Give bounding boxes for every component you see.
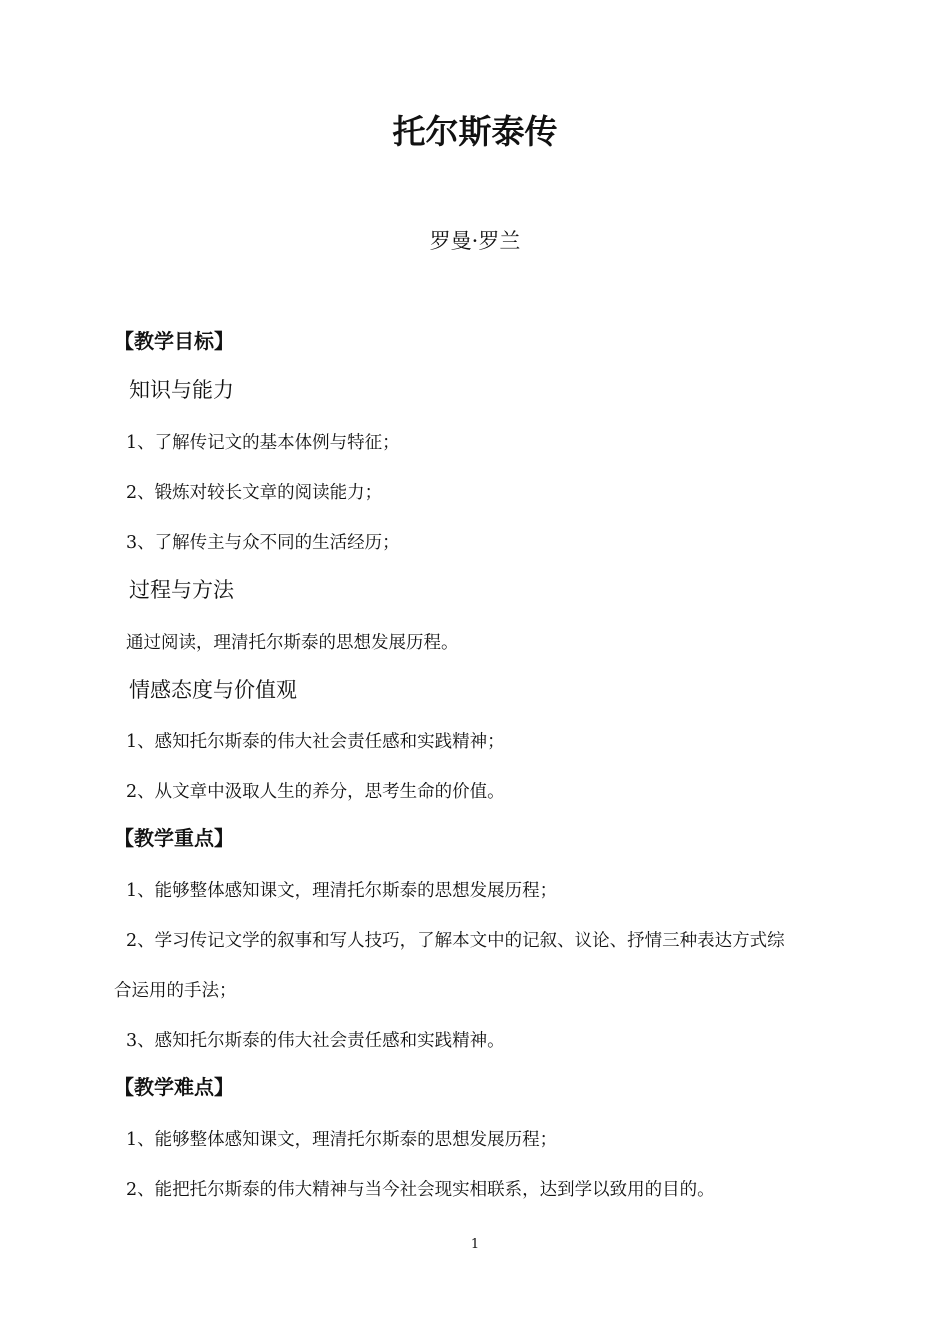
knowledge-label: 知识与能力 bbox=[129, 378, 234, 402]
key-point-item: 2、学习传记文学的叙事和写人技巧，了解本文中的记叙、议论、抒情三种表达方式综 bbox=[126, 931, 785, 951]
knowledge-item: 1、了解传记文的基本体例与特征； bbox=[126, 433, 400, 453]
knowledge-item: 3、了解传主与众不同的生活经历； bbox=[126, 533, 400, 553]
difficulty-item: 1、能够整体感知课文，理清托尔斯泰的思想发展历程； bbox=[126, 1130, 558, 1150]
key-point-item: 3、感知托尔斯泰的伟大社会责任感和实践精神。 bbox=[126, 1031, 505, 1051]
key-points-heading: 【教学重点】 bbox=[114, 826, 234, 850]
process-text: 通过阅读，理清托尔斯泰的思想发展历程。 bbox=[126, 633, 459, 653]
document-author: 罗曼·罗兰 bbox=[429, 229, 521, 253]
key-point-item: 1、能够整体感知课文，理清托尔斯泰的思想发展历程； bbox=[126, 881, 558, 901]
page-number: 1 bbox=[470, 1237, 480, 1252]
emotion-item: 2、从文章中汲取人生的养分，思考生命的价值。 bbox=[126, 782, 505, 802]
emotion-item: 1、感知托尔斯泰的伟大社会责任感和实践精神； bbox=[126, 732, 505, 752]
difficulty-item: 2、能把托尔斯泰的伟大精神与当今社会现实相联系，达到学以致用的目的。 bbox=[126, 1180, 715, 1200]
difficulties-heading: 【教学难点】 bbox=[114, 1075, 234, 1099]
knowledge-item: 2、锻炼对较长文章的阅读能力； bbox=[126, 483, 383, 503]
objectives-heading: 【教学目标】 bbox=[114, 329, 234, 353]
emotion-label: 情感态度与价值观 bbox=[129, 678, 297, 702]
process-label: 过程与方法 bbox=[129, 578, 234, 602]
key-point-item: 合运用的手法； bbox=[114, 981, 237, 1001]
document-title: 托尔斯泰传 bbox=[392, 112, 558, 151]
